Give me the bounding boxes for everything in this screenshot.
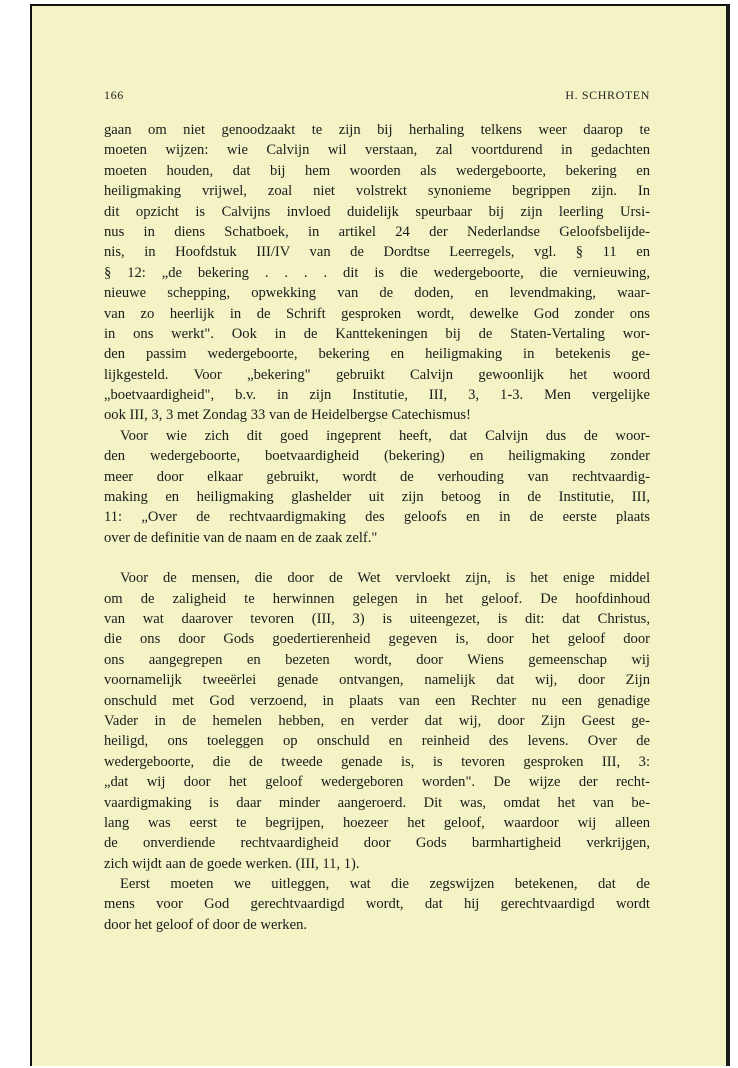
text-line: den wedergeboorte, boetvaardigheid (bekering) en heiligmaking zonder <box>104 448 650 465</box>
text-line: meer door elkaar gebruikt, wordt de verhouding van rechtvaardig- <box>104 468 650 485</box>
text-line: „boetvaardigheid", b.v. in zijn Institutie, III, 3, 1-3. Men vergelijke <box>104 387 650 404</box>
text-line: lijkgesteld. Voor „bekering" gebruikt Calvijn gewoonlijk het woord <box>104 366 650 383</box>
text-line: wedergeboorte, die de tweede genade is, is tevoren gesproken III, 3: <box>104 753 650 770</box>
page-header <box>104 88 650 106</box>
text-line: dit opzicht is Calvijns invloed duidelijk speurbaar bij zijn leerling Ursi- <box>104 203 650 220</box>
paragraph <box>104 874 650 935</box>
text-line: § 12: „de bekering . . . . dit is die wedergeboorte, die vernieuwing, <box>104 264 650 281</box>
text-line: moeten houden, dat bij hem woorden als wedergeboorte, bekering en <box>104 162 650 179</box>
paragraph <box>104 426 650 548</box>
text-line: lang was eerst te begrijpen, hoezeer het geloof, waardoor wij alleen <box>104 814 650 831</box>
text-line: van wat daarover tevoren (III, 3) is uiteengezet, is dit: dat Christus, <box>104 610 650 627</box>
text-line: door het geloof of door de werken. <box>104 916 308 933</box>
paragraph <box>104 120 650 426</box>
text-line: die ons door Gods goedertierenheid gegeven is, door het geloof door <box>104 631 650 648</box>
text-line: ook III, 3, 3 met Zondag 33 van de Heidelbergse Catechismus! <box>104 407 471 424</box>
text-line: nus in diens Schatboek, in artikel 24 der Nederlandse Geloofsbelijde- <box>104 223 650 240</box>
page-number: 166 <box>104 88 124 102</box>
text-line: heiligmaking vrijwel, zoal niet volstrekt synonieme begrippen zijn. In <box>104 183 650 200</box>
text-line: nieuwe schepping, opwekking van de doden, en levendmaking, waar- <box>104 285 650 302</box>
running-head: H. SCHROTEN <box>565 88 650 102</box>
text-line: mens voor God gerechtvaardigd wordt, dat hij gerechtvaardigd wordt <box>104 896 650 913</box>
paragraph <box>104 568 650 874</box>
text-line: gaan om niet genoodzaakt te zijn bij herhaling telkens weer daarop te <box>104 122 650 138</box>
text-line: onschuld met God verzoend, in plaats van een Rechter nu een genadige <box>104 692 650 709</box>
text-line: Voor wie zich dit goed ingeprent heeft, dat Calvijn dus de woor- <box>120 427 650 444</box>
text-line: making en heiligmaking glashelder uit zijn betoog in de Institutie, III, <box>104 489 650 506</box>
paragraph-gap <box>104 548 650 568</box>
text-line: heiligd, ons toeleggen op onschuld en reinheid des levens. Over de <box>104 733 650 750</box>
text-line: nis, in Hoofdstuk III/IV van de Dordtse Leerregels, vgl. § 11 en <box>104 244 650 261</box>
text-line: voornamelijk tweeërlei genade ontvangen, namelijk dat wij, door Zijn <box>104 672 650 689</box>
text-line: ons aangegrepen en bezeten wordt, door Wiens gemeenschap wij <box>104 651 650 668</box>
text-line: moeten wijzen: wie Calvijn wil verstaan, zal voortdurend in gedachten <box>104 142 650 159</box>
text-line: Voor de mensen, die door de Wet vervloekt zijn, is het enige middel <box>120 570 650 587</box>
text-line: in ons werkt". Ook in de Kanttekeningen bij de Staten-Vertaling wor- <box>104 325 650 342</box>
text-line: van zo heerlijk in de Schrift gesproken wordt, dewelke God zonder ons <box>104 305 650 322</box>
body-text <box>104 120 650 935</box>
text-line: den passim wedergeboorte, bekering en heiligmaking in betekenis ge- <box>104 346 650 363</box>
text-line: vaardigmaking is daar minder aangeroerd. Dit was, omdat het van be- <box>104 794 650 811</box>
text-line: over de definitie van de naam en de zaak zelf." <box>104 529 378 546</box>
text-line: 11: „Over de rechtvaardigmaking des geloofs en in de eerste plaats <box>104 509 650 526</box>
text-line: Vader in de hemelen hebben, en verder dat wij, door Zijn Geest ge- <box>104 712 650 729</box>
text-line: Eerst moeten we uitleggen, wat die zegswijzen betekenen, dat de <box>120 876 650 893</box>
text-line: om de zaligheid te herwinnen gelegen in het geloof. De hoofdinhoud <box>104 590 650 607</box>
text-line: zich wijdt aan de goede werken. (III, 11, 1). <box>104 855 360 872</box>
text-line: „dat wij door het geloof wedergeboren worden". De wijze der recht- <box>104 774 650 791</box>
text-line: de onverdiende rechtvaardigheid door Gods barmhartigheid verkrijgen, <box>104 835 650 852</box>
